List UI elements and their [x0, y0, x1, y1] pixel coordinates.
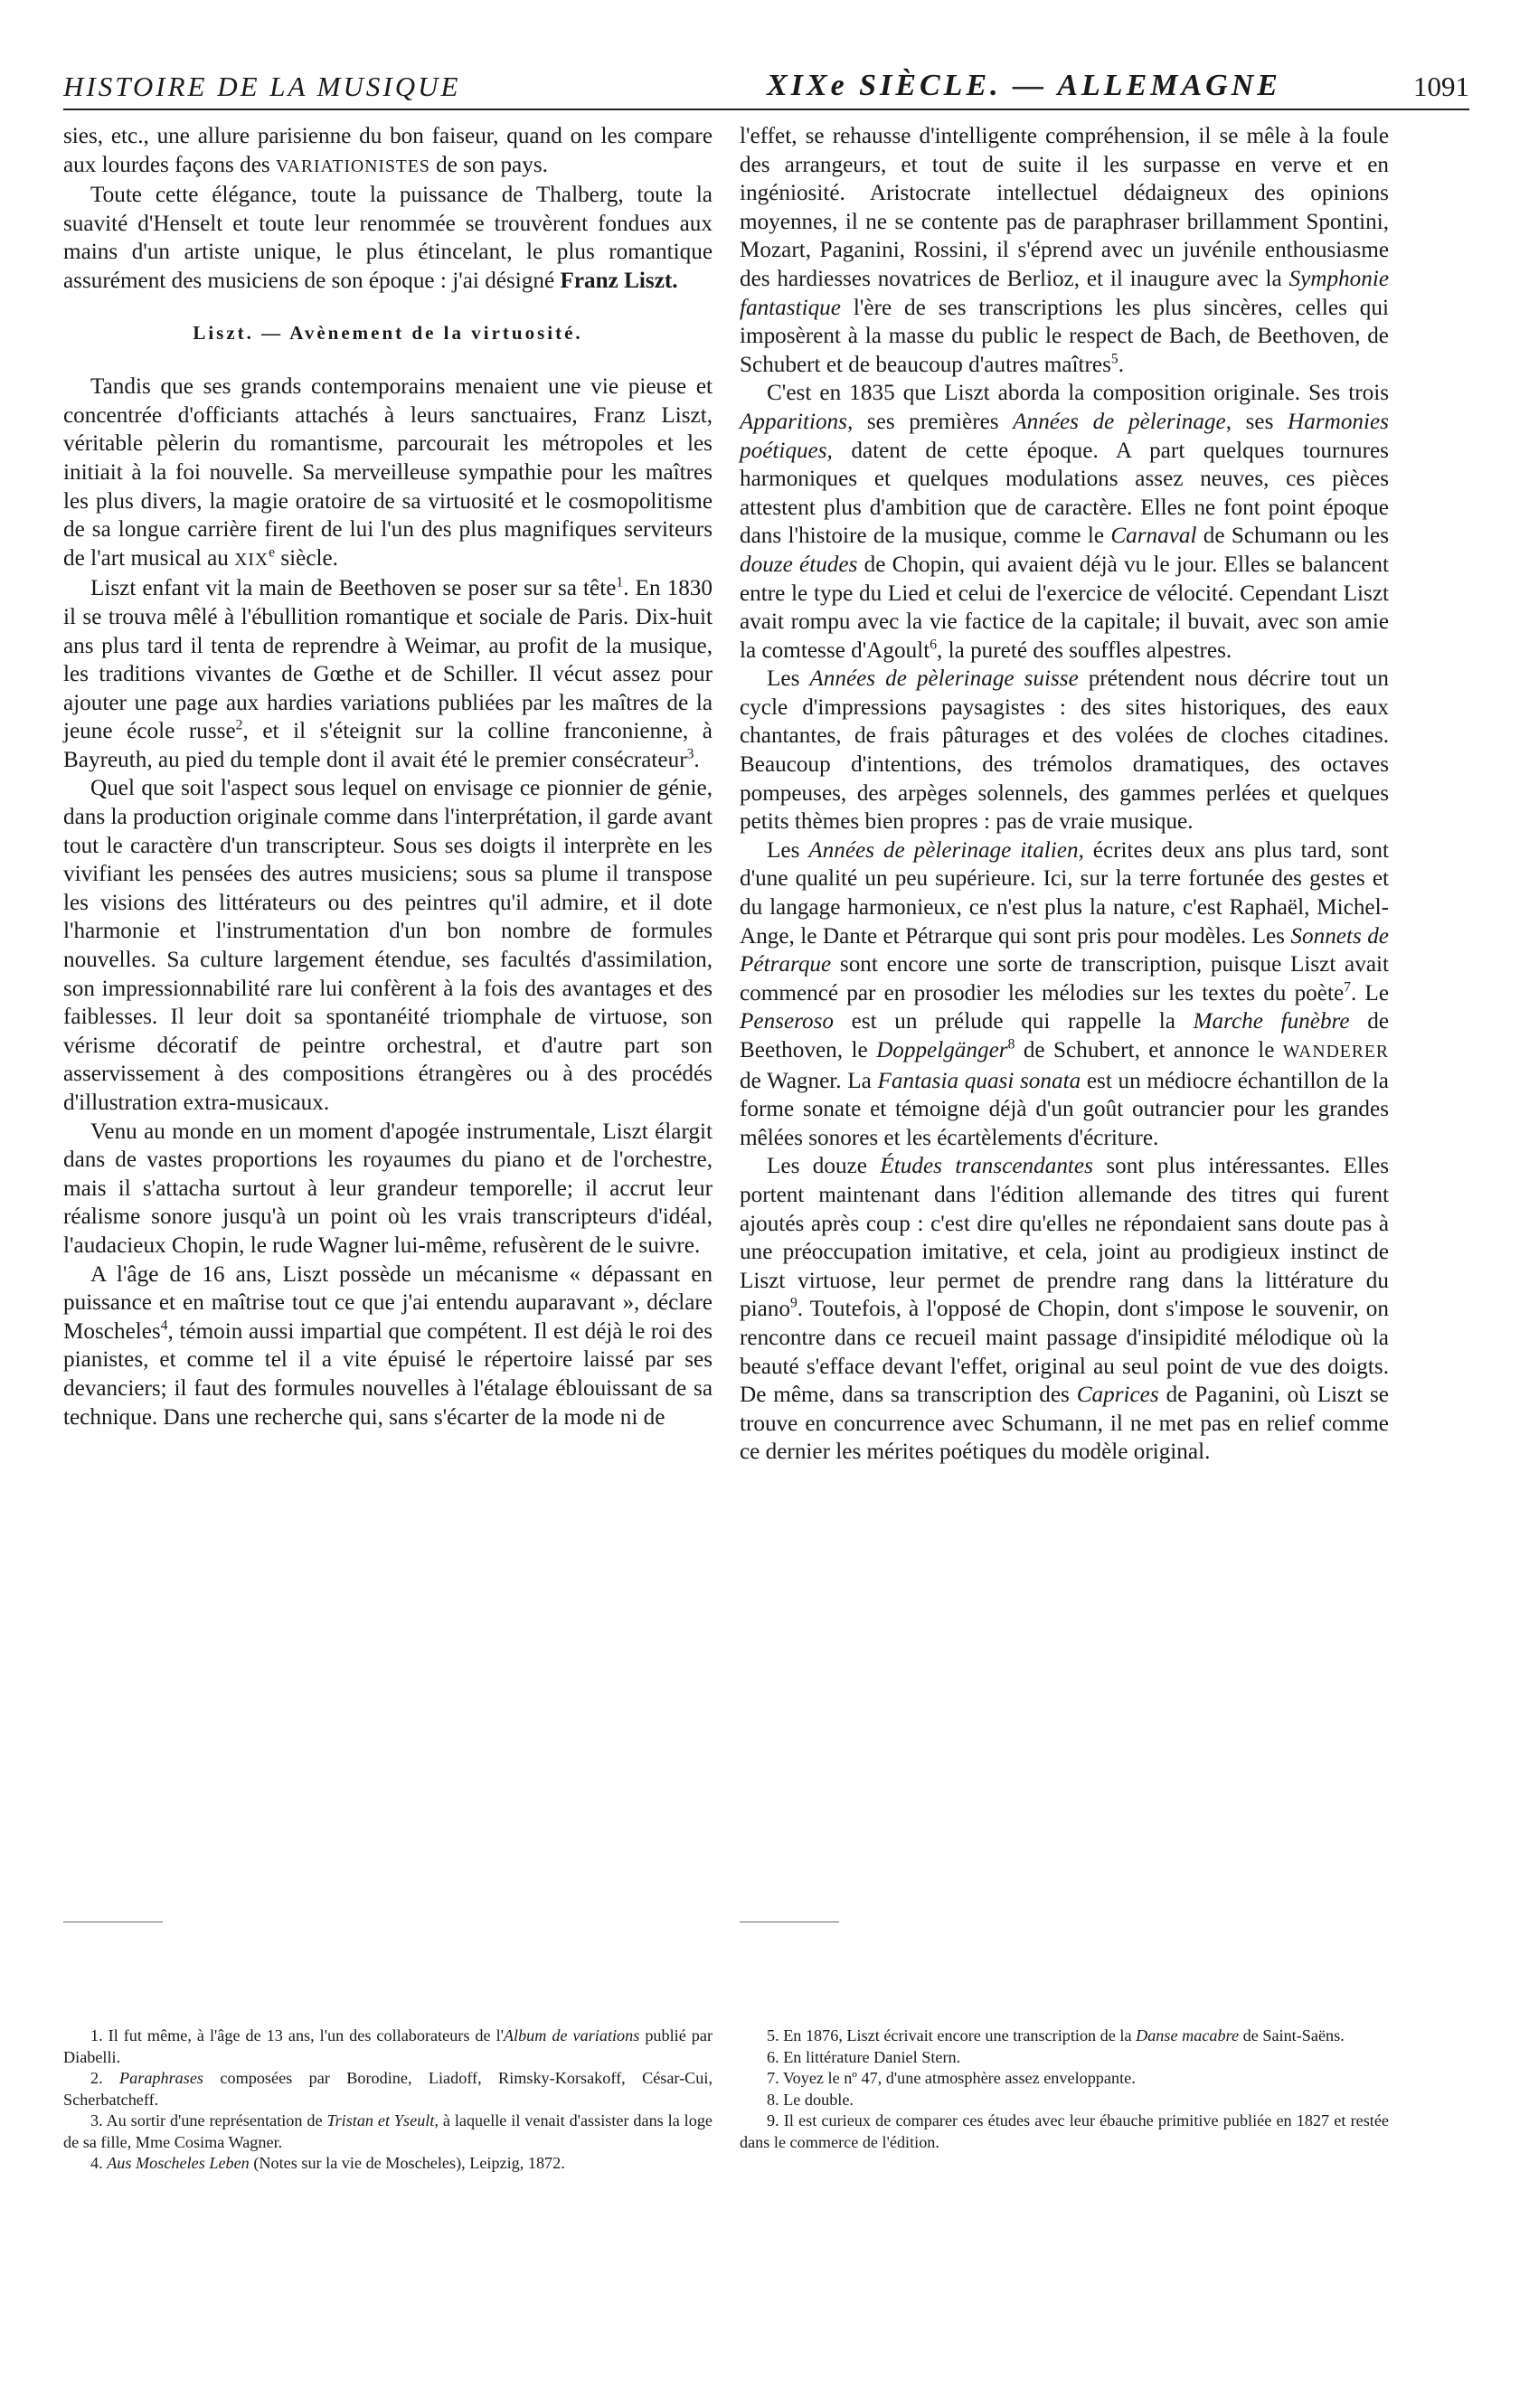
footnote-ref: 7 [1344, 979, 1351, 996]
paragraph: Quel que soit l'aspect sous lequel on envisage ce pionnier de génie, dans la production originale comme dans l'interprétation, il garde avant tout le caractère d'un transcripteur. Sous ses doigts il interprète en les vivifiant les pensées des autres musiciens; sous sa plume il transpose les visions des littérateurs ou des peintres qu'il admire, et il dote l'harmonie et l'instrumentation d'un bon nombre de formules nouvelles. Sa culture largement étendue, ses facultés d'assimilation, son impressionnabilité rare lui confèrent à la fois des avantages et des faiblesses. Il leur doit sa spontanéité triomphale de virtuose, son vérisme décoratif de peintre orchestral, et d'autre part son asservissement à des compositions étrangères ou à des procédés d'illustration extra-musicaux. [63, 776, 713, 1115]
paragraph: A l'âge de 16 ans, Liszt possède un mécanisme « dépassant en puissance et en maîtrise tout ce que j'ai entendu auparavant », déclare Moscheles$^4$, témoin aussi impartial que compétent. Il est déjà le roi des pianistes, et comme tel il a vite épuisé le répertoire laissé par ses devanciers; il faut des formules nouvelles à l'étalage éblouissant de sa technique. Dans une recherche qui, sans s'écarter de la mode ni de [63, 1261, 713, 1430]
footnote: 3. Au sortir d'une représentation de Tristan et Yseult, à laquelle il venait d'assister dans la loge de sa fille, Mme Cosima Wagner. [63, 2111, 713, 2151]
paragraph: Les Années de pèlerinage italien, écrites deux ans plus tard, sont d'une qualité un peu supérieure. Ici, sur la terre fortunée des gestes et du langage harmonieux, ce n'est plus la nature, c'est Raphaël, Michel-Ange, le Dante et Pétrarque qui sont pris pour modèles. Les Sonnets de Pétrarque sont encore une sorte de transcription, puisque Liszt avait commencé par en prosodier les mélodies sur les textes du poète$^7$. Le Penseroso est un prélude qui rappelle la Marche funèbre de Beethoven, le Doppelgänger$^8$ de Schubert, et annonce le WANDERER de Wagner. La Fantasia quasi sonata est un médiocre échantillon de la forme sonate et témoigne déjà d'un goût outrancier pour les grandes mêlées sonores et les écartèlements d'écriture. [740, 837, 1389, 1150]
footnote-ref: 2 [235, 717, 243, 733]
footnote-ref: 9 [789, 1295, 798, 1311]
paragraph: C'est en 1835 que Liszt aborda la composition originale. Ses trois Apparitions, ses premières Années de pèlerinage, ses Harmonies poétiques, datent de cette époque. A part quelques tournures harmoniques et quelques modulations assez neuves, ces pièces attestent plus d'ambition que de caractère. Elles ne font point époque dans l'histoire de la musique, comme le Carnaval de Schumann ou les douze études de Chopin, qui avaient déjà vu le jour. Elles se balancent entre le type du Lied et celui de l'exercice de vélocité. Cependant Liszt avait rompu avec la vie factice de la capitale; il buvait, avec son amie la comtesse d'Agoult$^6$, la pureté des souffles alpestres. [740, 381, 1389, 663]
footnotes-left [63, 2026, 713, 2175]
footnote-ref: 6 [930, 637, 938, 653]
paragraph: Toute cette élégance, toute la puissance de Thalberg, toute la suavité d'Henselt et toute leur renommée se trouvèrent fondues aux mains d'un artiste unique, le plus étincelant, le plus romantique assurément des musiciens de son époque : j'ai désigné Franz Liszt. [63, 183, 713, 293]
paragraph: Venu au monde en un moment d'apogée instrumentale, Liszt élargit dans de vastes proportions les royaumes du piano et de l'orchestre, mais il s'attacha surtout à leur grandeur temporelle; il accrut leur réalisme sonore jusqu'à un point où les vrais transcripteurs d'idéal, l'audacieux Chopin, le rude Wagner lui-même, refusèrent de le suivre. [63, 1119, 713, 1258]
footnote-ref: 1 [616, 574, 624, 590]
footnote-ref: 8 [1007, 1036, 1015, 1053]
paragraph: Les Années de pèlerinage suisse prétendent nous décrire tout un cycle d'impressions paysagistes : des sites historiques, des eaux chantantes, de frais pâturages et des volées de cloches citadines. Beaucoup d'intentions, des trémolos dramatiques, des octaves pompeuses, des arpèges solennels, des gammes perlées et quelques petits thèmes bien propres : pas de vraie musique. [740, 666, 1389, 835]
section-title: Liszt. — Avènement de la virtuosité. [193, 321, 583, 344]
page-number: 1091 [1413, 71, 1469, 102]
footnote: 6. En littérature Daniel Stern. [767, 2047, 961, 2066]
paragraph: Les douze Études transcendantes sont plus intéressantes. Elles portent maintenant dans l'édition allemande des titres qui furent ajoutés après coup : c'est dire qu'elles ne répondaient sans doute pas à une préoccupation imitative, et cela, joint au prodigieux instinct de Liszt virtuose, leur permet de prendre rang dans la littérature du piano$^9$. Toutefois, à l'opposé de Chopin, dont s'impose le souvenir, on rencontre dans ce recueil maint passage d'insipidité mélodique où la beauté s'efface devant l'effet, original au seul point de vue des doigts. De même, dans sa transcription des Caprices de Paganini, où Liszt se trouve en concurrence avec Schumann, il ne met pas en relief comme ce dernier les mérites poétiques du modèle original. [740, 1154, 1390, 1465]
footnote: 1. Il fut même, à l'âge de 13 ans, l'un des collaborateurs de l'Album de variations publié par Diabelli. [63, 2026, 713, 2066]
footnote-ref: 4 [160, 1317, 168, 1334]
footnote: 5. En 1876, Liszt écrivait encore une transcription de la Danse macabre de Saint-Saëns. [767, 2026, 1345, 2044]
footnote-ref: 5 [1110, 351, 1118, 367]
footnote-ref: 3 [686, 746, 694, 762]
footnotes-right [740, 2026, 1389, 2153]
footnote: 2. Paraphrases composées par Borodine, Liadoff, Rimsky-Korsakoff, César-Cui, Scherbatcheff. [63, 2069, 713, 2109]
footnote: 9. Il est curieux de comparer ces études avec leur ébauche primitive publiée en 1827 et restée dans le commerce de l'édition. [740, 2111, 1389, 2151]
footnote: 8. Le double. [767, 2090, 854, 2109]
header-title: HISTOIRE DE LA MUSIQUE [63, 71, 461, 102]
paragraph: l'effet, se rehausse d'intelligente compréhension, il se mêle à la foule des arrangeurs, et tout de suite il les surpasse en verve et en ingéniosité. Aristocrate intellectuel dédaigneux des opinions moyennes, il ne se contente pas de paraphraser brillamment Spontini, Mozart, Paganini, Rossini, il s'éprend avec un juvénile enthousiasme des hardiesses novatrices de Berlioz, et il inaugure avec la Symphonie fantastique l'ère de ses transcriptions les plus sincères, celles qui imposèrent à la masse du public le respect de Bach, de Beethoven, de Schubert et de beaucoup d'autres maîtres$^5$. [740, 124, 1389, 377]
running-header [63, 63, 1469, 110]
left-column [63, 122, 713, 1431]
bold-name: Franz Liszt. [560, 268, 678, 293]
paragraph: sies, etc., une allure parisienne du bon faiseur, quand on les compare aux lourdes façons des VARIATIONISTES de son pays. [63, 124, 713, 177]
footnote: 7. Voyez le nº 47, d'une atmosphère assez enveloppante. [767, 2069, 1136, 2087]
footnote: 4. Aus Moscheles Leben (Notes sur la vie de Moscheles), Leipzig, 1872. [90, 2154, 565, 2172]
paragraph: Liszt enfant vit la main de Beethoven se poser sur sa tête$^1$. En 1830 il se trouva mêlé à l'ébullition romantique et sociale de Paris. Dix-huit ans plus tard il tenta de reprendre à Weimar, au profit de la musique, les traditions vivantes de Gœthe et de Schiller. Il vécut assez pour ajouter une page aux hardies variations publiées par les maîtres de la jeune école russe$^2$, et il s'éteignit sur la colline franconienne, à Bayreuth, au pied du temple dont il avait été le premier consécrateur$^3$. [63, 574, 713, 772]
header-section: XIXe SIÈCLE. — ALLEMAGNE [767, 69, 1281, 102]
paragraph: Tandis que ses grands contemporains menaient une vie pieuse et concentrée d'officiants attachés à leurs sanctuaires, Franz Liszt, véritable pèlerin du romantisme, parcourait les métropoles et les initiait à la foi nouvelle. Sa merveilleuse sympathie pour les maîtres les plus divers, la magie oratoire de sa virtuosité et le cosmopolitisme de sa longue carrière firent de lui l'un des plus magnifiques serviteurs de l'art musical au XIXe siècle. [63, 374, 713, 571]
right-column [740, 122, 1389, 1467]
